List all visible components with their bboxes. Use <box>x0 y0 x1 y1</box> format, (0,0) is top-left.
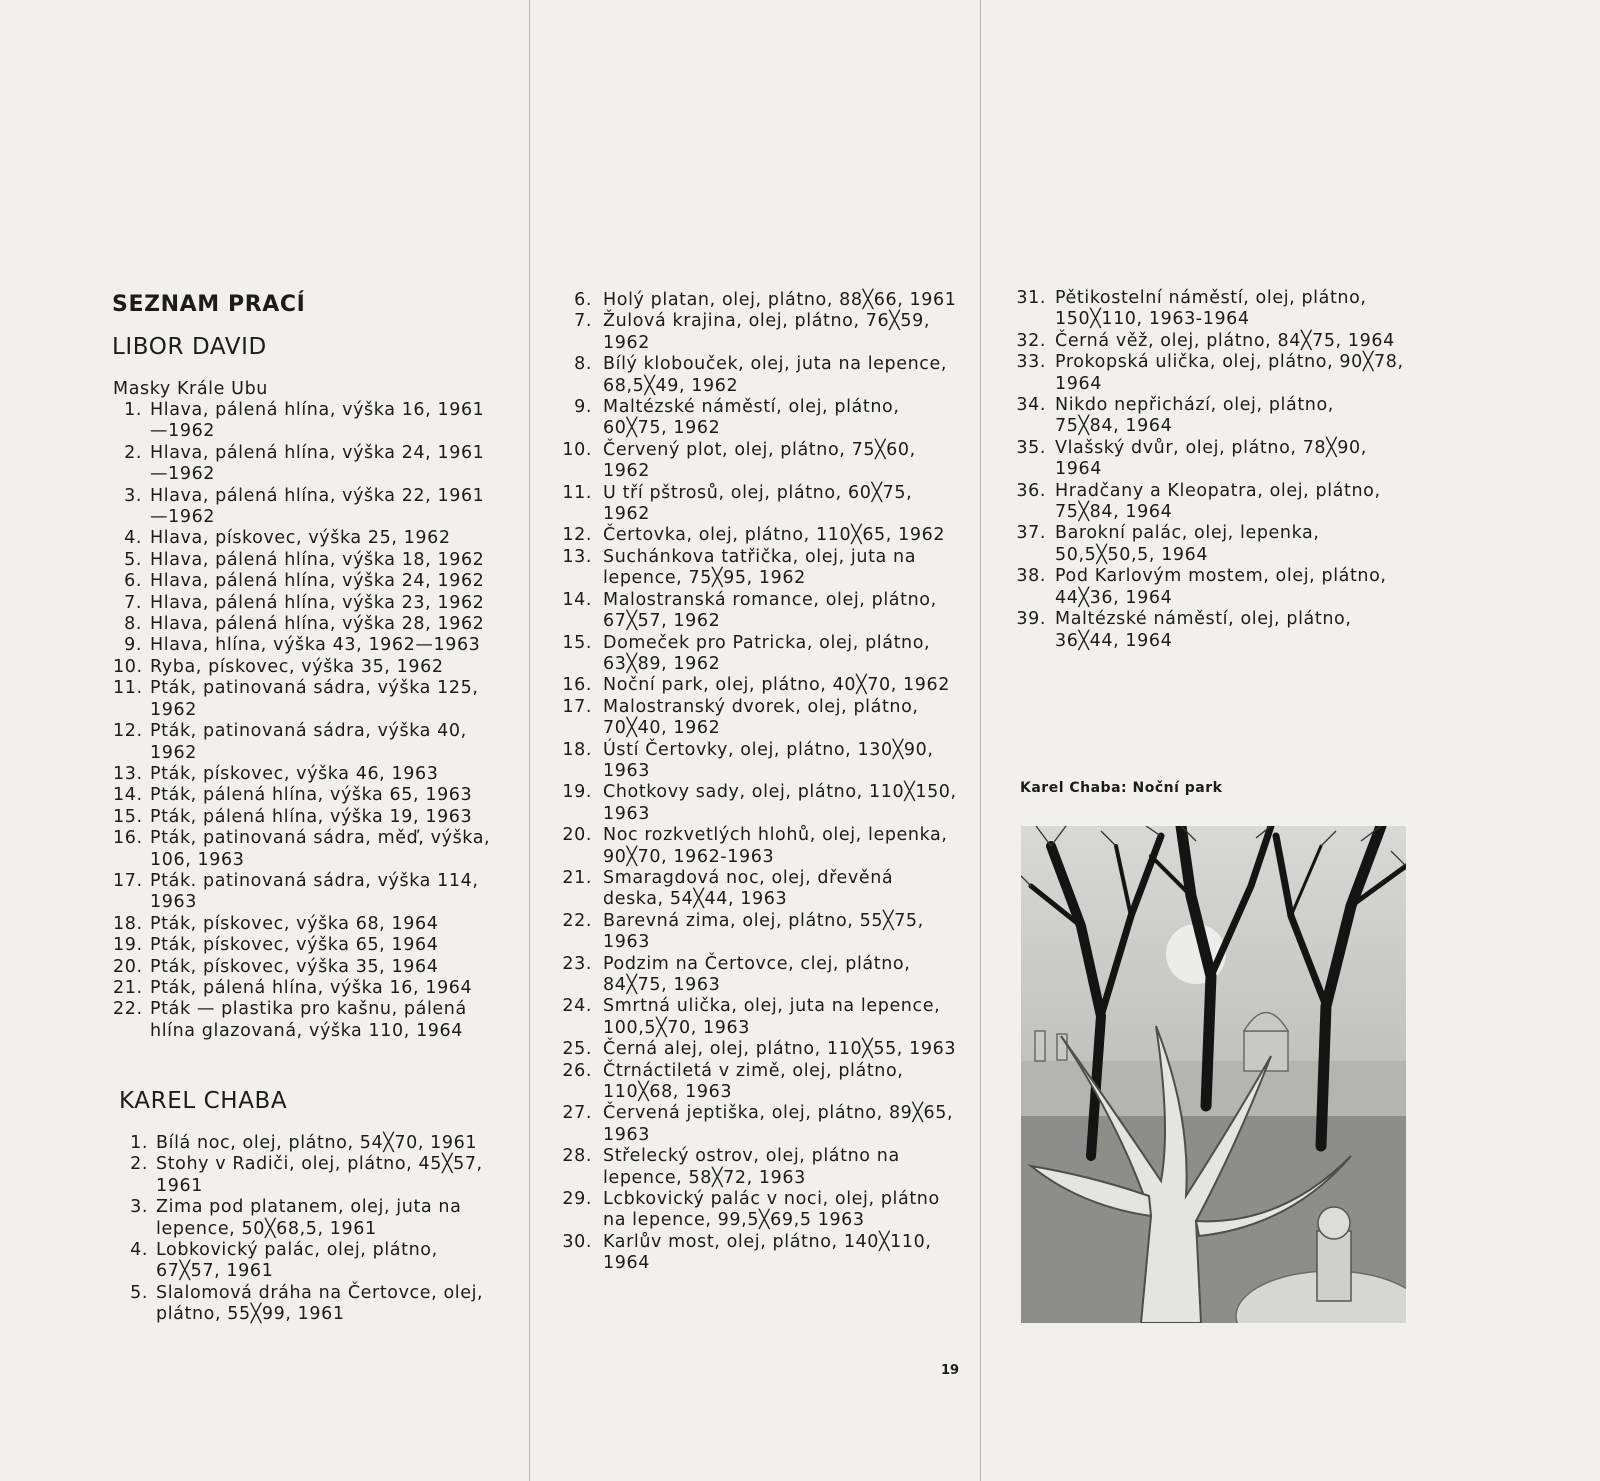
work-number: 2. <box>124 442 142 463</box>
work-description: Pták, pískovec, výška 68, 1964 <box>150 913 439 934</box>
artist-name-karel-chaba: KAREL CHABA <box>119 1088 288 1114</box>
work-number: 11. <box>113 678 143 699</box>
work-description: Barevná zima, olej, plátno, 55╳75, 1963 <box>603 910 924 953</box>
work-description: U tří pštrosů, olej, plátno, 60╳75, 1962 <box>603 482 913 525</box>
work-item <box>113 550 498 571</box>
work-description: Hradčany a Kleopatra, olej, plátno, 75╳84, 1964 <box>1055 480 1381 523</box>
work-number: 4. <box>124 528 142 549</box>
work-description: Vlašský dvůr, olej, plátno, 78╳90, 1964 <box>1055 437 1367 480</box>
work-item <box>562 697 957 740</box>
work-description: Pětikostelní náměstí, olej, plátno, 150╳110, 1963-1964 <box>1055 288 1367 330</box>
work-description: Pták, pískovec, výška 65, 1964 <box>150 935 439 956</box>
work-description: Pták, patinovaná sádra, výška 125, 1962 <box>150 678 479 720</box>
work-description: Červený plot, olej, plátno, 75╳60, 1962 <box>603 439 916 482</box>
work-description: Ryba, pískovec, výška 35, 1962 <box>150 656 444 677</box>
work-number: 24. <box>562 996 592 1017</box>
work-number: 8. <box>124 614 142 635</box>
work-number: 17. <box>113 870 143 891</box>
work-item <box>113 657 498 678</box>
work-description: Malostranský dvorek, olej, plátno, 70╳40, 1962 <box>603 696 919 739</box>
work-description: Barokní palác, olej, lepenka, 50,5╳50,5, 1964 <box>1055 523 1320 565</box>
work-description: Střelecký ostrov, olej, plátno na lepence, 58╳72, 1963 <box>603 1146 900 1188</box>
work-description: Hlava, pálená hlína, výška 22, 1961—1962 <box>150 485 485 528</box>
work-number: 20. <box>562 825 592 846</box>
work-description: Smrtná ulička, olej, juta na lepence, 100,5╳70, 1963 <box>603 996 941 1038</box>
work-description: Pták, pálená hlína, výška 65, 1963 <box>150 785 473 806</box>
work-number: 1. <box>130 1133 148 1153</box>
work-item <box>562 1232 957 1275</box>
work-item <box>113 764 498 785</box>
work-description: Pták, pálená hlína, výška 16, 1964 <box>150 977 473 998</box>
work-description: Slalomová dráha na Čertovce, olej, plátno, 55╳99, 1961 <box>156 1282 484 1325</box>
work-number: 10. <box>562 439 592 460</box>
work-number: 6. <box>574 290 592 310</box>
work-number: 16. <box>562 675 592 696</box>
work-number: 8. <box>574 354 592 375</box>
work-item <box>562 1146 957 1189</box>
work-item <box>562 354 957 397</box>
work-description: Žulová krajina, olej, plátno, 76╳59, 1962 <box>603 311 931 353</box>
work-description: Smaragdová noc, olej, dřevěná deska, 54╳44, 1963 <box>603 867 894 910</box>
work-item <box>562 911 957 954</box>
work-item <box>562 440 957 483</box>
work-number: 32. <box>1016 330 1046 351</box>
work-description: Pták, pálená hlína, výška 19, 1963 <box>150 806 473 827</box>
works-list-karel-chaba-2 <box>562 290 957 1275</box>
work-number: 20. <box>113 956 143 977</box>
work-number: 36. <box>1016 480 1046 501</box>
work-number: 3. <box>130 1197 148 1218</box>
work-item <box>562 1061 957 1104</box>
work-item <box>120 1154 505 1197</box>
work-description: Domeček pro Patricka, olej, plátno, 63╳89, 1962 <box>603 632 931 674</box>
work-item <box>562 825 957 868</box>
work-number: 2. <box>130 1154 148 1175</box>
work-item <box>562 1039 957 1060</box>
work-number: 12. <box>113 721 143 742</box>
work-description: Hlava, hlína, výška 43, 1962—1963 <box>150 635 481 656</box>
work-number: 7. <box>124 592 142 613</box>
work-description: Prokopská ulička, olej, plátno, 90╳78, 1964 <box>1055 352 1404 394</box>
work-description: Nikdo nepřichází, olej, plátno, 75╳84, 1964 <box>1055 395 1334 437</box>
work-number: 27. <box>562 1103 592 1124</box>
work-number: 21. <box>113 977 143 998</box>
work-description: Lobkovický palác, olej, plátno, 67╳57, 1961 <box>156 1240 438 1282</box>
work-description: Pták. patinovaná sádra, výška 114, 1963 <box>150 870 479 913</box>
work-item <box>562 633 957 676</box>
work-item <box>113 571 498 592</box>
work-description: Hlava, pálená hlína, výška 24, 1961—1962 <box>150 442 485 485</box>
works-list-karel-chaba-1 <box>120 1133 505 1326</box>
work-number: 9. <box>574 397 592 418</box>
work-number: 34. <box>1016 395 1046 416</box>
work-item <box>562 290 957 311</box>
work-item <box>562 954 957 997</box>
work-description: Pták, pískovec, výška 46, 1963 <box>150 763 439 784</box>
work-number: 31. <box>1016 288 1046 308</box>
work-item <box>1009 352 1404 395</box>
work-number: 19. <box>113 935 143 956</box>
artist-name-libor-david: LIBOR DAVID <box>112 334 267 360</box>
work-number: 10. <box>113 656 143 677</box>
work-number: 28. <box>562 1146 592 1167</box>
work-number: 6. <box>124 571 142 592</box>
work-item <box>113 999 498 1042</box>
work-item <box>113 400 498 443</box>
work-item <box>113 443 498 486</box>
work-item <box>1009 481 1404 524</box>
work-number: 18. <box>113 913 143 934</box>
work-number: 37. <box>1016 523 1046 544</box>
work-description: Pták — plastika pro kašnu, pálená hlína glazovaná, výška 110, 1964 <box>150 999 467 1041</box>
work-item <box>113 785 498 806</box>
work-description: Hlava, pálená hlína, výška 16, 1961—1962 <box>150 400 485 442</box>
work-item <box>562 547 957 590</box>
work-number: 16. <box>113 828 143 849</box>
work-item <box>1009 331 1404 352</box>
work-number: 13. <box>562 546 592 567</box>
work-description: Maltézské náměstí, olej, plátno, 60╳75, 1962 <box>603 397 900 439</box>
work-item <box>562 397 957 440</box>
work-number: 14. <box>562 589 592 610</box>
work-item <box>113 721 498 764</box>
work-number: 26. <box>562 1060 592 1081</box>
work-number: 4. <box>130 1240 148 1261</box>
work-description: Holý platan, olej, plátno, 88╳66, 1961 <box>603 290 957 310</box>
work-item <box>562 311 957 354</box>
figure-caption: Karel Chaba: Noční park <box>1020 780 1223 796</box>
work-item <box>113 957 498 978</box>
work-description: Červená jeptiška, olej, plátno, 89╳65, 1963 <box>603 1103 954 1145</box>
work-item <box>113 871 498 914</box>
work-number: 19. <box>562 782 592 803</box>
work-item <box>120 1240 505 1283</box>
work-number: 5. <box>124 549 142 570</box>
work-item <box>120 1197 505 1240</box>
work-description: Pták, patinovaná sádra, výška 40, 1962 <box>150 721 467 763</box>
work-description: Hlava, pálená hlína, výška 28, 1962 <box>150 614 485 635</box>
work-item <box>113 678 498 721</box>
work-number: 18. <box>562 739 592 760</box>
series-title: Masky Krále Ubu <box>113 379 268 399</box>
work-item <box>1009 523 1404 566</box>
work-description: Hlava, pálená hlína, výška 18, 1962 <box>150 549 485 570</box>
page-fold-left <box>529 0 530 1481</box>
work-description: Lcbkovický palác v noci, olej, plátno na lepence, 99,5╳69,5 1963 <box>603 1189 940 1231</box>
work-item <box>1009 566 1404 609</box>
works-list-libor-david <box>113 400 498 1042</box>
work-description: Čertovka, olej, plátno, 110╳65, 1962 <box>603 525 946 546</box>
work-number: 1. <box>124 400 142 420</box>
work-item <box>562 1103 957 1146</box>
work-item <box>113 528 498 549</box>
work-description: Pták, patinovaná sádra, měď, výška, 106, 1963 <box>150 828 491 870</box>
work-item <box>562 868 957 911</box>
work-number: 25. <box>562 1039 592 1060</box>
work-description: Maltézské náměstí, olej, plátno, 36╳44, 1964 <box>1055 609 1352 651</box>
work-item <box>1009 609 1404 652</box>
work-item <box>113 614 498 635</box>
work-description: Noc rozkvetlých hlohů, olej, lepenka, 90╳70, 1962-1963 <box>603 825 948 867</box>
works-list-karel-chaba-3 <box>1009 288 1404 652</box>
work-item <box>113 807 498 828</box>
page-number: 19 <box>941 1363 960 1378</box>
work-number: 35. <box>1016 437 1046 458</box>
work-description: Podzim na Čertovce, clej, plátno, 84╳75, 1963 <box>603 953 911 995</box>
work-number: 9. <box>124 635 142 656</box>
work-number: 13. <box>113 763 143 784</box>
work-item <box>562 483 957 526</box>
work-description: Hlava, pálená hlína, výška 23, 1962 <box>150 592 485 613</box>
work-number: 29. <box>562 1189 592 1210</box>
work-number: 38. <box>1016 566 1046 587</box>
work-description: Malostranská romance, olej, plátno, 67╳57, 1962 <box>603 589 937 632</box>
work-item <box>113 914 498 935</box>
work-number: 22. <box>562 910 592 931</box>
work-item <box>113 635 498 656</box>
work-number: 23. <box>562 953 592 974</box>
work-item <box>120 1283 505 1326</box>
work-number: 33. <box>1016 352 1046 373</box>
work-description: Stohy v Radiči, olej, plátno, 45╳57, 1961 <box>156 1154 483 1196</box>
work-item <box>1009 395 1404 438</box>
work-item <box>113 593 498 614</box>
work-description: Hlava, pálená hlína, výška 24, 1962 <box>150 571 485 592</box>
work-number: 39. <box>1016 609 1046 630</box>
work-number: 15. <box>113 806 143 827</box>
painting-nocni-park <box>1021 826 1406 1323</box>
work-description: Černá věž, olej, plátno, 84╳75, 1964 <box>1055 330 1395 351</box>
work-description: Pták, pískovec, výška 35, 1964 <box>150 956 439 977</box>
work-item <box>562 996 957 1039</box>
work-description: Bílý klobouček, olej, juta na lepence, 68,5╳49, 1962 <box>603 354 948 396</box>
work-item <box>113 486 498 529</box>
work-description: Chotkovy sady, olej, plátno, 110╳150, 1963 <box>603 782 957 824</box>
work-description: Hlava, pískovec, výška 25, 1962 <box>150 528 451 549</box>
work-item <box>562 740 957 783</box>
work-description: Suchánkova tatřička, olej, juta na lepence, 75╳95, 1962 <box>603 546 917 589</box>
painting-illustration <box>1021 826 1406 1323</box>
work-description: Černá alej, olej, plátno, 110╳55, 1963 <box>603 1039 957 1060</box>
work-item <box>562 525 957 546</box>
work-number: 22. <box>113 999 143 1020</box>
work-number: 11. <box>562 482 592 503</box>
work-number: 14. <box>113 785 143 806</box>
work-item <box>1009 438 1404 481</box>
work-number: 7. <box>574 311 592 332</box>
work-number: 30. <box>562 1231 592 1252</box>
work-item <box>562 1189 957 1232</box>
work-number: 12. <box>562 525 592 546</box>
page-fold-right <box>980 0 981 1481</box>
work-item <box>562 590 957 633</box>
work-number: 17. <box>562 696 592 717</box>
work-number: 15. <box>562 632 592 653</box>
work-description: Čtrnáctiletá v zimě, olej, plátno, 110╳68, 1963 <box>603 1060 904 1103</box>
work-description: Bílá noc, olej, plátno, 54╳70, 1961 <box>156 1133 478 1153</box>
work-description: Karlův most, olej, plátno, 140╳110, 1964 <box>603 1231 932 1274</box>
work-number: 3. <box>124 485 142 506</box>
work-number: 5. <box>130 1282 148 1303</box>
work-item <box>562 675 957 696</box>
work-description: Pod Karlovým mostem, olej, plátno, 44╳36, 1964 <box>1055 566 1387 608</box>
catalogue-heading: SEZNAM PRACÍ <box>112 292 306 317</box>
work-description: Ústí Čertovky, olej, plátno, 130╳90, 1963 <box>603 739 934 781</box>
work-item <box>120 1133 505 1154</box>
work-item <box>1009 288 1404 331</box>
work-description: Noční park, olej, plátno, 40╳70, 1962 <box>603 675 950 696</box>
work-item <box>113 828 498 871</box>
work-item <box>113 978 498 999</box>
work-item <box>113 935 498 956</box>
work-item <box>562 782 957 825</box>
work-description: Zima pod platanem, olej, juta na lepence, 50╳68,5, 1961 <box>156 1197 462 1239</box>
work-number: 21. <box>562 867 592 888</box>
